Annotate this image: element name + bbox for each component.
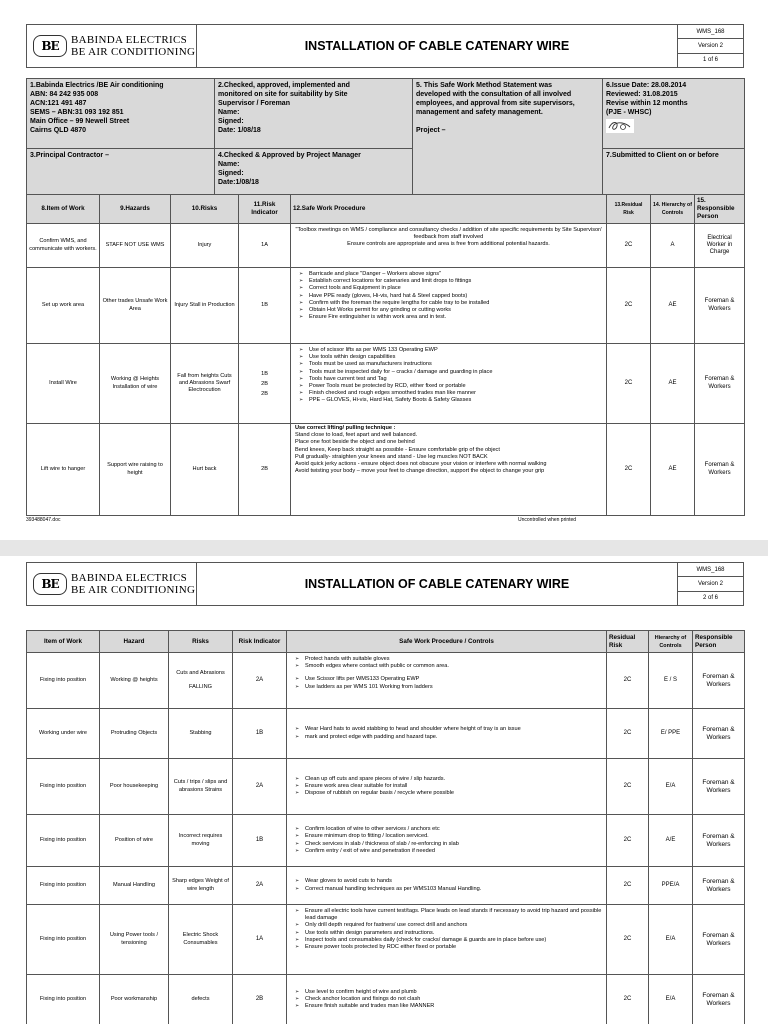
table-cell: Poor housekeeping <box>100 759 169 815</box>
table-cell: Foreman & Workers <box>695 424 745 516</box>
page-header <box>26 562 744 606</box>
table-cell: 1A <box>239 224 291 268</box>
logo-mark: BE <box>33 573 67 595</box>
table-row <box>27 975 745 1024</box>
table-cell: 2C <box>607 975 649 1024</box>
footer-uncontrolled: Uncontrolled when printed <box>518 517 577 523</box>
table-cell: Working @ Heights Installation of wire <box>100 344 171 424</box>
col-header-responsible: 15. Responsible Person <box>695 195 745 224</box>
table-cell: 2C <box>607 268 651 344</box>
table-cell: Foreman & Workers <box>693 815 745 867</box>
table-cell: defects <box>169 975 233 1024</box>
table-cell <box>287 975 607 1024</box>
page-number: 1 of 6 <box>702 57 718 64</box>
col-header-risk-indicator: 11.Risk Indicator <box>239 195 291 224</box>
table-cell: 2A <box>233 867 287 905</box>
company-name-line1: BABINDA ELECTRICS <box>71 572 188 584</box>
safe-work-procedure-table <box>26 194 745 516</box>
table-cell: Stabbing <box>169 709 233 759</box>
table-cell: PPE/A <box>649 867 693 905</box>
col-header-risks: Risks <box>169 631 233 653</box>
col-header-hazard: Hazard <box>100 631 169 653</box>
table-cell <box>291 344 607 424</box>
procedure-bullet: ➢ Ensure finish suitable and trades man like MANNER <box>291 1003 602 1010</box>
table-cell <box>287 759 607 815</box>
table-cell: Using Power tools / tensioning <box>100 905 169 975</box>
table-cell: Install Wire <box>27 344 100 424</box>
col-header-responsible: Responsible Person <box>693 631 745 653</box>
procedure-bullet: ➢ Use ladders as per WMS 101 Working from ladders <box>291 684 602 691</box>
procedure-bullet: ➢ Ensure Fire extinguisher is within work area and in test. <box>295 314 602 321</box>
table-row <box>27 653 745 709</box>
table-cell: 2B <box>233 975 287 1024</box>
document-page-2 <box>0 556 768 1024</box>
table-cell: Incorrect requires moving <box>169 815 233 867</box>
col-header-risks: 10.Risks <box>171 195 239 224</box>
table-cell: Foreman & Workers <box>693 759 745 815</box>
procedure-bullet: ➢ Check anchor location and fixings do not clash <box>291 996 602 1003</box>
table-cell: Foreman & Workers <box>693 867 745 905</box>
consultation-statement: 5. This Safe Work Method Statement was developed with the consultation of all involved employees, and approval from site supervisors, management and safety management. Project – <box>413 79 603 195</box>
table-cell: Foreman & Workers <box>693 905 745 975</box>
table-cell: E/A <box>649 759 693 815</box>
table-cell: Use correct lifting/ pulling technique : Stand close to load, feet apart and well balanced. Place one foot beside the object and one behind Bend knees, Keep back straight as possible - Ensure comfortable grip of the object Pull gradually- straighten your knees and stand - Use leg muscles NOT BACK Avoid quick jerky actions - ensure object does not obscure your vision or interfere with normal walking Avoid twisting your body – move your feet to change direction, support the object to change your grip <box>291 424 607 516</box>
table-cell: AE <box>651 268 695 344</box>
procedure-bullet: ➢ Ensure work area clear suitable for install <box>291 783 602 790</box>
table-row <box>27 424 745 516</box>
procedure-bullet: ➢ Clean up off cuts and spare pieces of wire / slip hazards. <box>291 776 602 783</box>
table-cell: 2B <box>239 424 291 516</box>
table-cell <box>287 905 607 975</box>
procedure-bullet: ➢ Confirm location of wire to other services / anchors etc <box>291 826 602 833</box>
table-cell: 1A <box>233 905 287 975</box>
table-cell: 2C <box>607 709 649 759</box>
table-cell: Support wire raising to height <box>100 424 171 516</box>
procedure-bullet: ➢ Tools have current test and Tag <box>295 376 602 383</box>
table-cell: Fixing into position <box>27 905 100 975</box>
table-cell: Fixing into position <box>27 653 100 709</box>
table-cell: Sharp edges Weight of wire length <box>169 867 233 905</box>
table-cell: E/ PPE <box>649 709 693 759</box>
table-cell: Fixing into position <box>27 975 100 1024</box>
col-header-residual: Residual Risk <box>607 631 649 653</box>
table-row <box>27 268 745 344</box>
procedure-bullet: ➢ Use tools within design parameters and instructions. <box>291 930 602 937</box>
procedure-bullet: ➢ Use Scissor lifts per WMS133 Operating EWP <box>291 676 602 683</box>
safe-work-procedure-table-2 <box>26 630 745 1024</box>
table-row <box>27 867 745 905</box>
procedure-bullet: ➢ Ensure power tools protected by RDC either fixed or portable <box>291 944 602 951</box>
table-cell: AE <box>651 344 695 424</box>
signature-image <box>606 119 634 133</box>
col-header-procedure: 12.Safe Work Procedure <box>291 195 607 224</box>
company-logo <box>27 25 197 67</box>
col-header-item: Item of Work <box>27 631 100 653</box>
table-cell: Set up work area <box>27 268 100 344</box>
table-row <box>27 709 745 759</box>
procedure-bullet: ➢ Use of scissor lifts as per WMS 133 Operating EWP <box>295 347 602 354</box>
company-name-line1: BABINDA ELECTRICS <box>71 34 188 46</box>
procedure-bullet: ➢ Barricade and place "Danger – Workers above signs" <box>295 271 602 278</box>
table-cell: A/E <box>649 815 693 867</box>
table-cell: 2A <box>233 653 287 709</box>
procedure-bullet: ➢ Correct tools and Equipment in place <box>295 285 602 292</box>
procedure-bullet: ➢ Use tools within design capabilities <box>295 354 602 361</box>
procedure-bullet: ➢ Wear Hard hats to avoid stabbing to head and shoulder where height of tray is an issue <box>291 726 602 733</box>
table-cell: Electrical Worker in Charge <box>695 224 745 268</box>
table-cell: 2A <box>233 759 287 815</box>
table-cell: E/A <box>649 975 693 1024</box>
table-cell: Lift wire to hanger <box>27 424 100 516</box>
document-title: INSTALLATION OF CABLE CATENARY WIRE <box>304 39 570 53</box>
company-logo <box>27 563 197 605</box>
table-cell: Cuts / trips / slips and abrasions Strains <box>169 759 233 815</box>
table-cell: 2C <box>607 224 651 268</box>
table-row <box>27 224 745 268</box>
doc-id: WMS_168 <box>678 25 743 39</box>
footer-filename: 393488047.doc <box>26 517 61 523</box>
table-row <box>27 344 745 424</box>
table-cell: "Toolbox meetings on WMS / compliance and consultancy checks / addition of site specific requirements by Site Supervisor/ feedback from staff involved Ensure controls are appropriate and area is free from additional potential hazards. <box>291 224 607 268</box>
issue-dates: 6.Issue Date: 28.08.2014 Reviewed: 31.08.2015 Revise within 12 months (PJE - WHSC) <box>603 79 745 149</box>
procedure-bullet: ➢ Confirm entry / exit of wire and penetration if needed <box>291 848 602 855</box>
company-details: 1.Babinda Electrics /BE Air conditioning ABN: 84 242 935 008 ACN:121 491 487 SEMS – ABN:31 093 192 851 Main Office – 99 Newell Street Cairns QLD 4870 <box>27 79 215 149</box>
col-header-residual: 13.Residual Risk <box>607 195 651 224</box>
table-cell: Injury Stall in Production <box>171 268 239 344</box>
table-cell: Confirm WMS, and communicate with workers. <box>27 224 100 268</box>
procedure-bullet: ➢ Power Tools must be protected by RCD, either fixed or portable <box>295 383 602 390</box>
client-submission: 7.Submitted to Client on or before <box>603 149 745 195</box>
company-name-line2: BE AIR CONDITIONING <box>71 46 196 58</box>
table-cell: 2C <box>607 759 649 815</box>
table-cell: Electric Shock Consumables <box>169 905 233 975</box>
procedure-bullet: ➢ Inspect tools and consumables daily (check for cracks/ damage & guards are in place before use) <box>291 937 602 944</box>
table-cell: Working @ heights <box>100 653 169 709</box>
table-cell: Fall from heights Cuts and Abrasions Swarf Electrocution <box>171 344 239 424</box>
procedure-bullet: ➢ Dispose of rubbish on regular basis / recycle where possible <box>291 790 602 797</box>
table-row <box>27 759 745 815</box>
table-cell <box>287 867 607 905</box>
table-cell: E/A <box>649 905 693 975</box>
procedure-bullet: ➢ Tools must be inspected daily for – cracks / damage and guarding in place <box>295 369 602 376</box>
project-manager-approval: 4.Checked & Approved by Project Manager Name: Signed: Date:1/08/18 <box>215 149 413 195</box>
logo-mark: BE <box>33 35 67 57</box>
procedure-bullet: ➢ PPE – GLOVES, Hi-vis, Hard Hat, Safety Boots & Safety Glasses <box>295 397 602 404</box>
table-cell: 2C <box>607 344 651 424</box>
table-cell: Poor workmanship <box>100 975 169 1024</box>
procedure-bullet: ➢ Wear gloves to avoid cuts to hands <box>291 878 602 885</box>
page-separator <box>0 540 768 556</box>
principal-contractor: 3.Principal Contractor – <box>27 149 215 195</box>
company-name-line2: BE AIR CONDITIONING <box>71 584 196 596</box>
procedure-bullet: ➢ Obtain Hot Works permit for any grinding or cutting works <box>295 307 602 314</box>
table-cell: Protruding Objects <box>100 709 169 759</box>
procedure-bullet: ➢ Have PPE ready (gloves, Hi-vis, hard hat & Steel capped boots) <box>295 293 602 300</box>
col-header-hierarchy: 14. Hierarchy of Controls <box>651 195 695 224</box>
table-cell: 2C <box>607 815 649 867</box>
table-cell: Manual Handling <box>100 867 169 905</box>
table-cell: Foreman & Workers <box>693 653 745 709</box>
table-cell: 2C <box>607 867 649 905</box>
procedure-bullet: ➢ Correct manual handling techniques as per WMS103 Manual Handling. <box>291 886 602 893</box>
col-header-risk-indicator: Risk Indicator <box>233 631 287 653</box>
page-header <box>26 24 744 68</box>
table-cell: Injury <box>171 224 239 268</box>
procedure-bullet: ➢ Establish correct locations for catenaries and limit drops to fittings <box>295 278 602 285</box>
col-header-procedure: Safe Work Procedure / Controls <box>287 631 607 653</box>
table-cell: Fixing into position <box>27 867 100 905</box>
site-supervisor-approval: 2.Checked, approved, implemented and monitored on site for suitability by Site Supervisor / Foreman Name: Signed: Date: 1/08/18 <box>215 79 413 149</box>
procedure-bullet: ➢ Only drill depth required for fastners/ use correct drill and anchors <box>291 922 602 929</box>
table-cell: 1B 2B 2B <box>239 344 291 424</box>
table-cell: 1B <box>233 815 287 867</box>
table-cell: Foreman & Workers <box>695 344 745 424</box>
procedure-bullet: ➢ Finish checked and rough edges smoothed trades man like manner <box>295 390 602 397</box>
procedure-bullet: ➢ Protect hands with suitable gloves <box>291 656 602 663</box>
table-cell: Foreman & Workers <box>693 709 745 759</box>
table-cell: Fixing into position <box>27 815 100 867</box>
col-header-hierarchy: Hierarchy of Controls <box>649 631 693 653</box>
table-cell: 2C <box>607 653 649 709</box>
table-cell: Other trades Unsafe Work Area <box>100 268 171 344</box>
table-cell: 1B <box>239 268 291 344</box>
table-cell: 2C <box>607 905 649 975</box>
doc-version: Version 2 <box>678 39 743 53</box>
table-cell: Cuts and Abrasions FALLING <box>169 653 233 709</box>
table-cell: Position of wire <box>100 815 169 867</box>
statement-info-grid <box>26 78 745 195</box>
table-cell <box>291 268 607 344</box>
table-cell: AE <box>651 424 695 516</box>
doc-id: WMS_168 <box>678 563 743 577</box>
table-row <box>27 815 745 867</box>
procedure-bullet: ➢ Ensure minimum drop to fitting / location serviced. <box>291 833 602 840</box>
table-cell: 1B <box>233 709 287 759</box>
table-cell <box>287 709 607 759</box>
table-cell: Working under wire <box>27 709 100 759</box>
procedure-bullet: ➢ Smooth edges where contact with public or common area. <box>291 663 602 670</box>
document-title: INSTALLATION OF CABLE CATENARY WIRE <box>304 577 570 591</box>
table-cell: 2C <box>607 424 651 516</box>
table-cell <box>287 653 607 709</box>
col-header-hazards: 9.Hazards <box>100 195 171 224</box>
table-cell: Hurt back <box>171 424 239 516</box>
table-cell: Foreman & Workers <box>693 975 745 1024</box>
procedure-bullet: ➢ Check services in slab / thickness of slab / re-enforcing in slab <box>291 841 602 848</box>
page-number: 2 of 6 <box>702 595 718 602</box>
table-cell: E / S <box>649 653 693 709</box>
table-cell: Foreman & Workers <box>695 268 745 344</box>
table-cell: A <box>651 224 695 268</box>
table-cell: STAFF NOT USE WMS <box>100 224 171 268</box>
procedure-bullet: ➢ Confirm with the foreman the require lengths for cable tray to be installed <box>295 300 602 307</box>
doc-version: Version 2 <box>678 577 743 591</box>
table-cell <box>287 815 607 867</box>
procedure-bullet: ➢ Use level to confirm height of wire and plumb <box>291 989 602 996</box>
col-header-item: 8.Item of Work <box>27 195 100 224</box>
procedure-bullet: ➢ Ensure all electric tools have current test/tags. Place leads on lead stands if necessary to avoid trip hazard and possible lead damage <box>291 908 602 922</box>
table-row <box>27 905 745 975</box>
procedure-bullet: ➢ mark and protect edge with padding and hazard tape. <box>291 734 602 741</box>
procedure-bullet: ➢ Tools must be used as manufacturers instructions <box>295 361 602 368</box>
table-cell: Fixing into position <box>27 759 100 815</box>
